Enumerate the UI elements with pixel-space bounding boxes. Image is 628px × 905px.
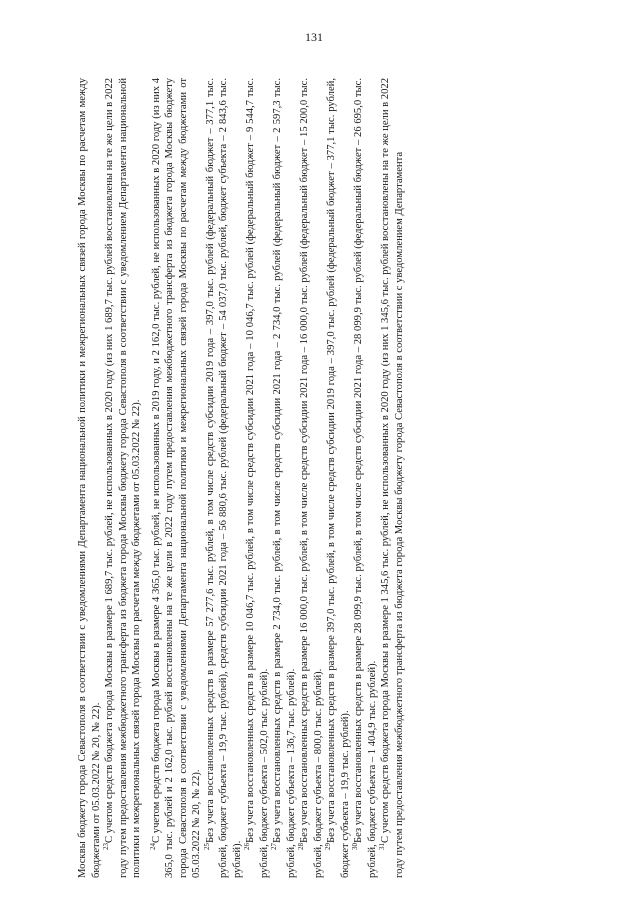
- footnote-30: $^{30}$Без учета восстановленных средств в размере 28 099,9 тыс. рублей, в том числе средств субсидии 2021 года – 28 099,9 тыс. рублей (федеральный бюджет – 26 695,0 тыс. рублей, бюджет субъекта – 1 404,9 тыс. рублей).: [351, 78, 378, 878]
- footnote-marker: 27: [270, 843, 278, 850]
- footnote-marker: 26: [243, 843, 251, 850]
- footnote-marker: 31: [378, 843, 386, 850]
- footnote-31: $^{31}$С учетом средств бюджета города Москвы в размере 1 345,6 тыс. рублей, не использованных в 2020 году (из них 1 345,6 тыс. рублей восстановлены на те же цели в 2022 году путем предоставления межбюджетного трансферта из бюджета города Москвы бюджету города Севастополя в соответствии с уведомлением Департамента: [378, 78, 405, 878]
- footnote-marker: 29: [324, 843, 332, 850]
- page-number: 131: [305, 30, 323, 44]
- footnote-23: $^{23}$С учетом средств бюджета города Москвы в размере 1 689,7 тыс. рублей, не использованных в 2020 году (из них 1 689,7 тыс. рублей восстановлены на те же цели в 2022 году путем предоставления межбюджетного трансферта из бюджета города Москвы бюджету города Севастополя в соответствии с уведомлением Департамента национальной политики и межрегиональных связей города Москвы по расчетам между бюджетами от 05.03.2022 № 22).: [102, 78, 142, 878]
- footnote-marker: 25: [202, 843, 211, 850]
- footnote-continuation: Москвы бюджету города Севастополя в соответствии с уведомлениями Департамента национальной политики и межрегиональных связей города Москвы по расчетам между бюджетами от 05.03.2022 № 20, № 22).: [77, 78, 102, 878]
- footnote-25: $^{25}$Без учета восстановленных средств в размере 57 277,6 тыс. рублей, в том числе средств субсидии 2019 года – 397,0 тыс. рублей (федеральный бюджет – 377,1 тыс. рублей, бюджет субъекта – 19,9 тыс. рублей), средств субсидии 2021 года – 56 880,6 тыс. рублей (федеральный бюджет – 54 037,0 тыс. рублей, бюджет субъекта – 2 843,6 тыс. рублей).: [202, 78, 243, 878]
- footnote-29: $^{29}$Без учета восстановленных средств в размере 397,0 тыс. рублей, в том числе средств субсидии 2019 года – 397,0 тыс. рублей (федеральный бюджет – 377,1 тыс. рублей, бюджет субъекта – 19,9 тыс. рублей).: [324, 78, 351, 878]
- footnote-24: $^{24}$С учетом средств бюджета города Москвы в размере 4 365,0 тыс. рублей, не использованных в 2019 году, и 2 162,0 тыс. рублей, не использованных в 2020 году (из них 4 365,0 тыс. рублей и 2 162,0 тыс. рублей восстановлены на те же цели в 2022 году путем предоставления межбюджетного трансферта из бюджета города Москвы бюджету города Севастополя в соответствии с уведомлениями Департамента национальной политики и межрегиональных связей города Москвы по расчетам между бюджетами от 05.03.2022 № 20, № 22).: [148, 78, 202, 878]
- footnote-27: $^{27}$Без учета восстановленных средств в размере 2 734,0 тыс. рублей, в том числе средств субсидии 2021 года – 2 734,0 тыс. рублей (федеральный бюджет – 2 597,3 тыс. рублей, бюджет субъекта – 136,7 тыс. рублей).: [270, 78, 297, 878]
- footnote-marker: 23: [102, 843, 110, 850]
- footnote-marker: 24: [148, 843, 157, 850]
- footnote-28: $^{28}$Без учета восстановленных средств в размере 16 000,0 тыс. рублей, в том числе средств субсидии 2021 года – 16 000,0 тыс. рублей (федеральный бюджет – 15 200,0 тыс. рублей, бюджет субъекта – 800,0 тыс. рублей).: [297, 78, 324, 878]
- footnote-26: $^{26}$Без учета восстановленных средств в размере 10 046,7 тыс. рублей, в том числе средств субсидии 2021 года – 10 046,7 тыс. рублей (федеральный бюджет – 9 544,7 тыс. рублей, бюджет субъекта – 502,0 тыс. рублей).: [243, 78, 270, 878]
- footnote-marker: 28: [297, 843, 305, 850]
- footnotes-text-block: [76, 78, 596, 878]
- rotated-footnotes-area: [76, 78, 596, 878]
- footnote-marker: 30: [351, 843, 359, 850]
